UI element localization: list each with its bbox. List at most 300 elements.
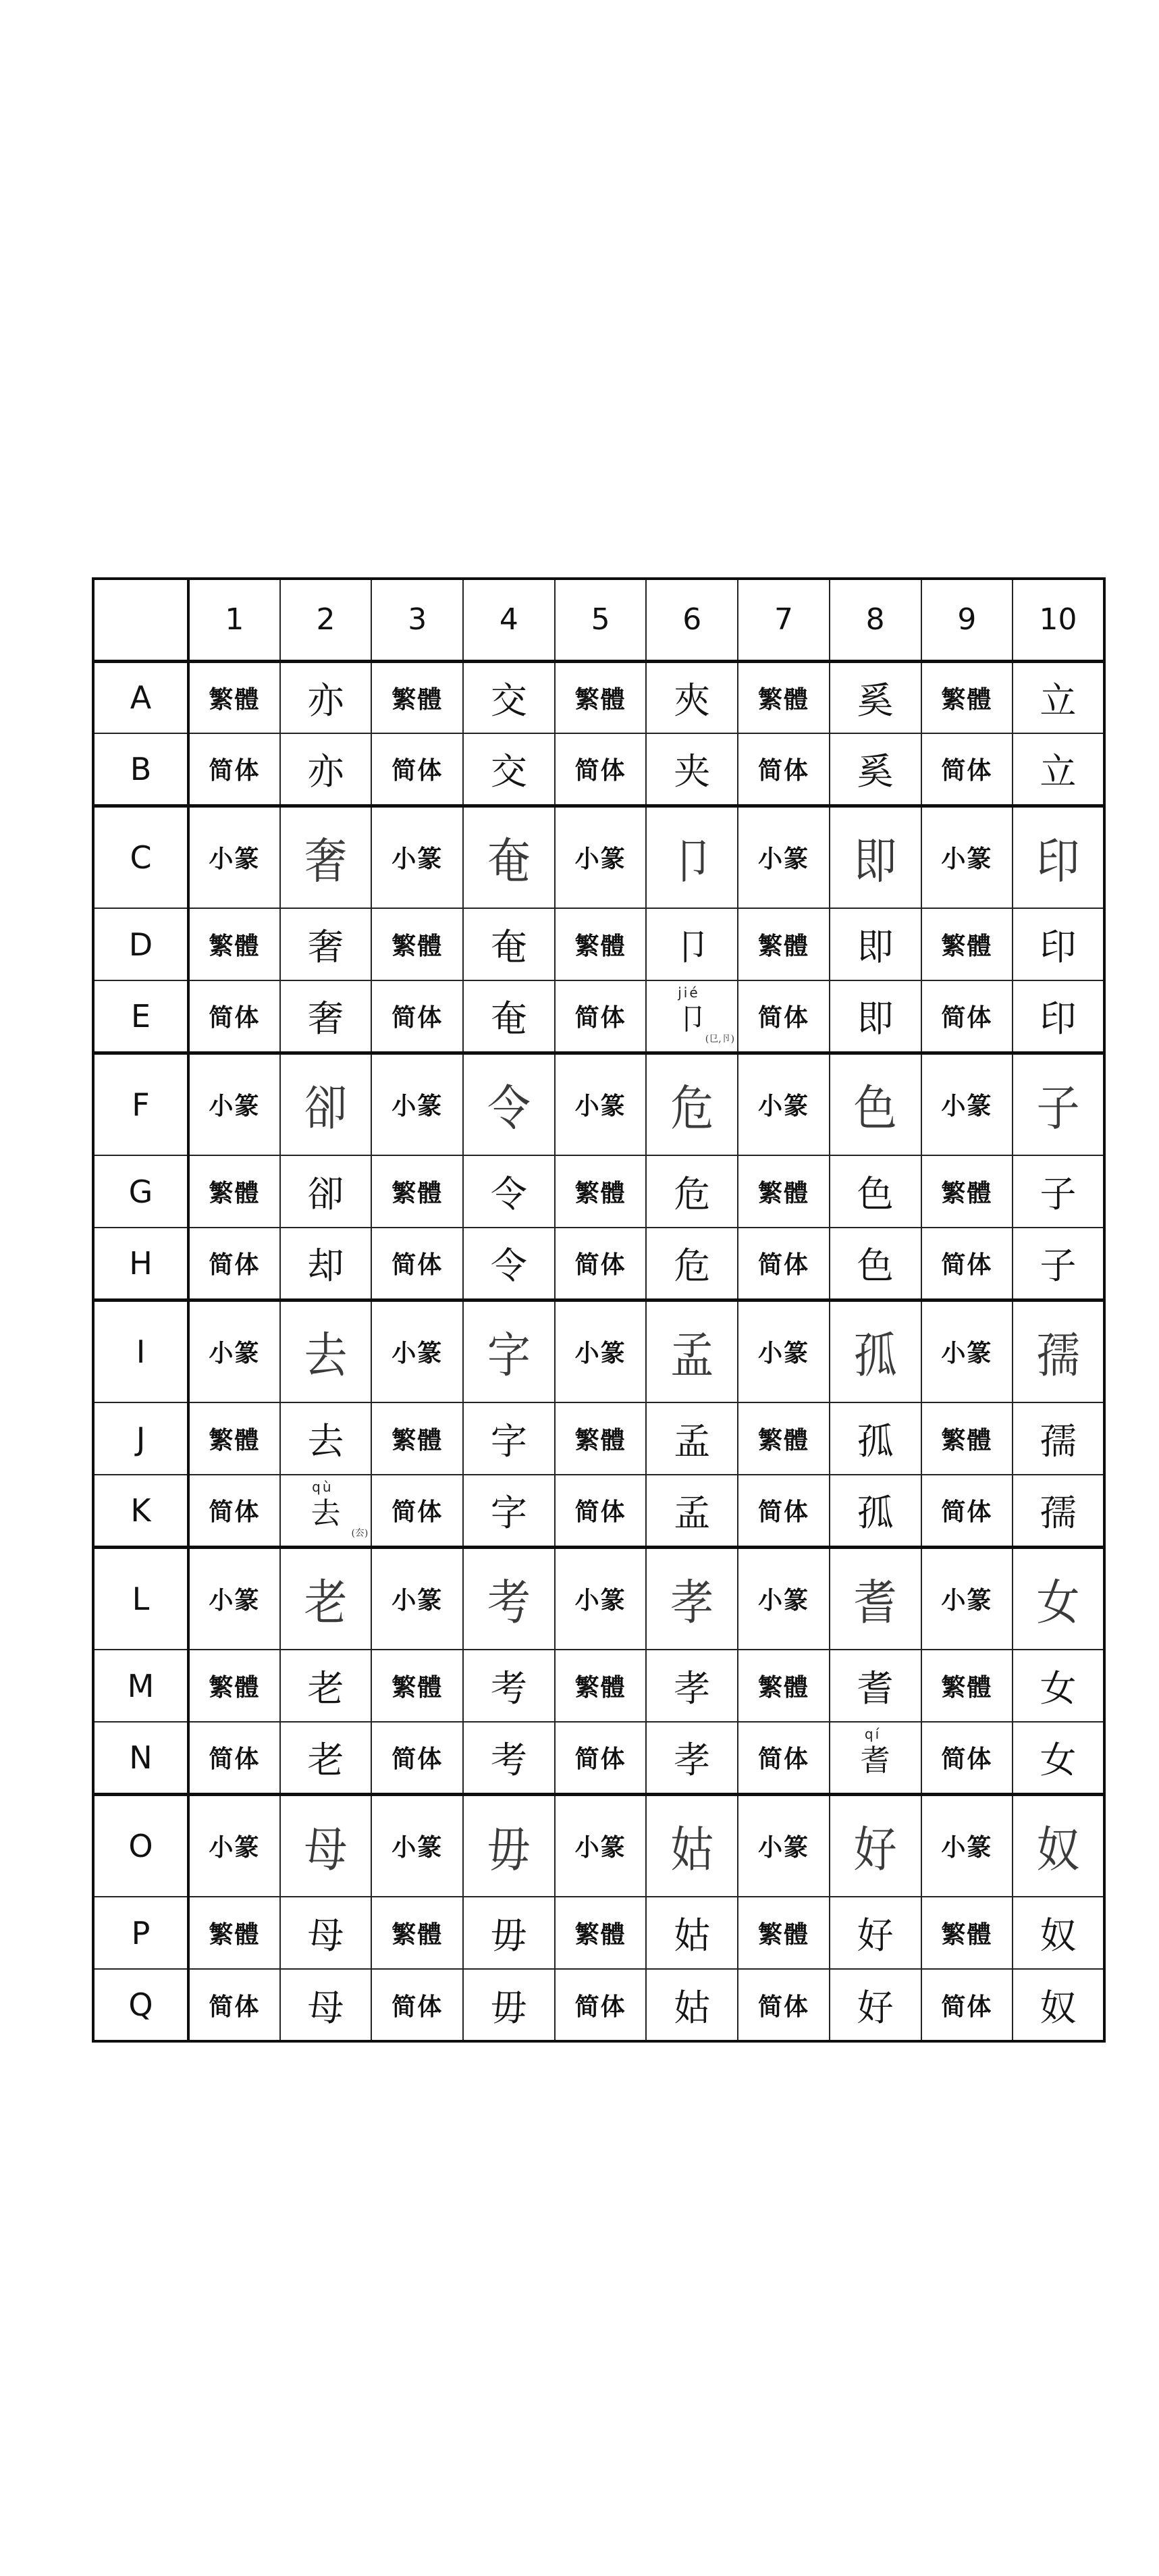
script-type-cell (921, 1547, 1013, 1650)
column-header-3 (371, 579, 463, 661)
hanzi-character: 卩 (677, 1001, 707, 1036)
row-label-Q (93, 1969, 188, 2041)
script-type-cell (921, 908, 1013, 980)
script-type-cell (188, 1475, 280, 1547)
script-type-cell (371, 1897, 463, 1969)
script-type-label: 繁體 (941, 1920, 993, 1949)
hanzi-character: 奴 (1040, 1986, 1077, 2029)
script-type-cell (738, 1897, 830, 1969)
row-label-P (93, 1897, 188, 1969)
column-header-4 (463, 579, 555, 661)
seal-character-cell (830, 1300, 921, 1402)
row-letter: C (130, 839, 152, 876)
hanzi-character: 毋 (490, 1914, 527, 1957)
seal-character-cell (646, 1300, 738, 1402)
row-label-F (93, 1053, 188, 1155)
character-cell (646, 908, 738, 980)
script-type-cell (188, 1897, 280, 1969)
script-type-label: 简体 (941, 1251, 993, 1280)
seal-character-cell (830, 1794, 921, 1897)
script-type-label: 繁體 (757, 932, 809, 960)
script-type-cell (188, 1402, 280, 1475)
character-cell (646, 980, 738, 1053)
hanzi-character: 夹 (674, 750, 711, 793)
character-cell (280, 733, 372, 806)
seal-character-cell (646, 806, 738, 908)
hanzi-character: 夾 (674, 679, 711, 722)
script-type-label: 小篆 (209, 1833, 261, 1862)
script-type-label: 小篆 (574, 1339, 626, 1368)
character-cell (1013, 1650, 1104, 1722)
character-cell (463, 661, 555, 733)
hanzi-character: 耆 (860, 1743, 890, 1778)
character-cell (1013, 908, 1104, 980)
script-type-cell (371, 806, 463, 908)
hanzi-character: 好 (857, 1914, 894, 1957)
row-letter: A (130, 679, 152, 716)
script-type-cell (555, 1794, 647, 1897)
script-type-cell (188, 806, 280, 908)
row-letter: H (129, 1244, 153, 1282)
table-row-K (93, 1475, 1104, 1547)
script-type-cell (371, 980, 463, 1053)
script-type-label: 小篆 (392, 1092, 443, 1121)
script-type-label: 简体 (757, 756, 809, 785)
seal-character-cell (1013, 1300, 1104, 1402)
script-type-label: 简体 (392, 756, 443, 785)
script-type-cell (371, 908, 463, 980)
hanzi-character: 孤 (857, 1420, 894, 1463)
script-type-label: 小篆 (574, 1092, 626, 1121)
hanzi-character: 交 (490, 750, 527, 793)
seal-script-glyph: 女 (1036, 1575, 1080, 1631)
column-number: 4 (499, 602, 518, 637)
script-type-cell (371, 1300, 463, 1402)
hanzi-character: 孝 (674, 1667, 711, 1710)
script-type-label: 简体 (574, 756, 626, 785)
script-type-label: 简体 (574, 1498, 626, 1527)
script-type-label: 繁體 (392, 932, 443, 960)
hanzi-character: 奄 (490, 926, 527, 968)
character-cell (830, 1650, 921, 1722)
table-row-O (93, 1794, 1104, 1897)
column-number: 1 (225, 602, 244, 637)
character-cell (280, 908, 372, 980)
hanzi-character: 孟 (674, 1492, 711, 1535)
script-type-cell (188, 1722, 280, 1794)
script-type-label: 繁體 (574, 1179, 626, 1207)
script-type-cell (555, 1155, 647, 1228)
hanzi-character: 考 (490, 1667, 527, 1710)
script-type-label: 简体 (392, 1003, 443, 1032)
hanzi-character: 奴 (1040, 1914, 1077, 1957)
script-type-label: 小篆 (941, 1833, 993, 1862)
character-cell (1013, 1155, 1104, 1228)
script-type-label: 简体 (574, 1992, 626, 2021)
character-cell (463, 1650, 555, 1722)
hanzi-character: 字 (490, 1420, 527, 1463)
script-type-label: 小篆 (392, 1833, 443, 1862)
script-type-label: 繁體 (574, 1673, 626, 1702)
seal-script-glyph: 母 (304, 1822, 348, 1878)
row-letter: E (130, 997, 151, 1034)
character-cell (830, 1722, 921, 1794)
character-cell (646, 1228, 738, 1300)
script-type-cell (371, 1475, 463, 1547)
script-type-cell (371, 1402, 463, 1475)
column-header-10 (1013, 579, 1104, 661)
seal-character-cell (830, 1547, 921, 1650)
seal-character-cell (1013, 1547, 1104, 1650)
character-script-comparison-table (92, 577, 1106, 2043)
hanzi-character: 母 (307, 1914, 344, 1957)
character-cell (463, 980, 555, 1053)
script-type-cell (738, 1794, 830, 1897)
character-cell (1013, 980, 1104, 1053)
seal-character-cell (1013, 806, 1104, 908)
script-type-cell (188, 1300, 280, 1402)
script-type-label: 小篆 (757, 1833, 809, 1862)
script-type-label: 简体 (757, 1745, 809, 1774)
script-type-label: 繁體 (392, 1179, 443, 1207)
row-label-G (93, 1155, 188, 1228)
seal-script-glyph: 卻 (304, 1081, 348, 1137)
character-cell (1013, 1722, 1104, 1794)
script-type-label: 繁體 (392, 685, 443, 714)
hanzi-character: 孤 (857, 1492, 894, 1535)
script-type-label: 简体 (209, 756, 261, 785)
character-cell (463, 1402, 555, 1475)
hanzi-character: 去 (311, 1496, 341, 1531)
character-cell (1013, 733, 1104, 806)
script-type-label: 繁體 (757, 1426, 809, 1454)
script-type-cell (921, 1969, 1013, 2041)
script-type-cell (738, 1300, 830, 1402)
table-row-M (93, 1650, 1104, 1722)
script-type-cell (555, 1053, 647, 1155)
column-number: 2 (316, 602, 335, 637)
character-cell (646, 733, 738, 806)
hanzi-character: 奚 (857, 750, 894, 793)
hanzi-character: 奄 (490, 997, 527, 1041)
seal-character-cell (646, 1794, 738, 1897)
script-type-label: 小篆 (757, 845, 809, 874)
seal-script-glyph: 考 (487, 1575, 531, 1631)
character-cell (646, 1969, 738, 2041)
pinyin-annotation: qí (864, 1726, 882, 1742)
hanzi-character: 令 (490, 1244, 527, 1288)
character-cell (463, 1897, 555, 1969)
hanzi-character: 老 (307, 1667, 344, 1710)
character-cell (280, 1475, 372, 1547)
hanzi-character: 亦 (307, 679, 344, 722)
hanzi-character: 色 (857, 1244, 894, 1288)
hanzi-character: 立 (1040, 750, 1077, 793)
script-type-cell (188, 661, 280, 733)
column-number: 10 (1039, 602, 1077, 637)
character-cell (830, 980, 921, 1053)
hanzi-character: 子 (1040, 1244, 1077, 1288)
script-type-cell (371, 1650, 463, 1722)
script-type-label: 小篆 (574, 845, 626, 874)
hanzi-character: 奢 (307, 997, 344, 1041)
script-type-cell (555, 908, 647, 980)
script-type-cell (555, 980, 647, 1053)
table-row-E (93, 980, 1104, 1053)
character-cell (830, 1228, 921, 1300)
script-type-cell (371, 1547, 463, 1650)
hanzi-character: 姑 (674, 1914, 711, 1957)
column-header-9 (921, 579, 1013, 661)
character-cell (646, 1475, 738, 1547)
hanzi-character: 耆 (857, 1667, 894, 1710)
character-cell (830, 1969, 921, 2041)
script-type-cell (738, 908, 830, 980)
character-cell (830, 908, 921, 980)
table-row-D (93, 908, 1104, 980)
column-header-7 (738, 579, 830, 661)
character-cell (1013, 1897, 1104, 1969)
script-type-label: 繁體 (574, 932, 626, 960)
script-type-label: 繁體 (941, 1426, 993, 1454)
script-type-label: 小篆 (757, 1092, 809, 1121)
script-type-label: 小篆 (941, 845, 993, 874)
script-type-cell (921, 1722, 1013, 1794)
character-cell (463, 1475, 555, 1547)
script-type-label: 繁體 (209, 1673, 261, 1702)
variant-note: (厺) (351, 1527, 369, 1539)
script-type-cell (188, 908, 280, 980)
script-type-cell (738, 733, 830, 806)
hanzi-character: 好 (857, 1986, 894, 2029)
script-type-label: 繁體 (574, 1426, 626, 1454)
pinyin-annotation: jié (678, 984, 700, 1001)
script-type-label: 简体 (574, 1003, 626, 1032)
script-type-cell (921, 1300, 1013, 1402)
script-type-cell (555, 661, 647, 733)
character-cell (280, 661, 372, 733)
script-type-cell (738, 1228, 830, 1300)
seal-script-glyph: 好 (853, 1822, 897, 1878)
column-number: 9 (957, 602, 977, 637)
corner-cell (93, 579, 188, 661)
script-type-cell (188, 1053, 280, 1155)
script-type-cell (738, 1475, 830, 1547)
script-type-label: 简体 (209, 1003, 261, 1032)
character-cell (646, 1897, 738, 1969)
script-type-label: 繁體 (392, 1426, 443, 1454)
seal-script-glyph: 孝 (670, 1575, 714, 1631)
table-row-C (93, 806, 1104, 908)
hanzi-character: 立 (1040, 679, 1077, 722)
seal-character-cell (1013, 1794, 1104, 1897)
row-label-H (93, 1228, 188, 1300)
script-type-cell (555, 1969, 647, 2041)
script-type-cell (738, 806, 830, 908)
character-cell (646, 1402, 738, 1475)
character-cell (1013, 1969, 1104, 2041)
hanzi-character: 奢 (307, 926, 344, 968)
script-type-cell (371, 1794, 463, 1897)
column-number: 3 (408, 602, 427, 637)
seal-character-cell (830, 806, 921, 908)
seal-character-cell (830, 1053, 921, 1155)
row-letter: O (128, 1827, 153, 1864)
script-type-label: 小篆 (574, 1586, 626, 1615)
row-letter: Q (128, 1987, 153, 2023)
script-type-cell (555, 1475, 647, 1547)
script-type-label: 繁體 (574, 685, 626, 714)
script-type-label: 小篆 (757, 1339, 809, 1368)
table-body (93, 661, 1104, 2041)
character-cell (463, 1722, 555, 1794)
script-type-cell (555, 1228, 647, 1300)
script-type-cell (921, 1897, 1013, 1969)
seal-script-glyph: 奢 (304, 834, 348, 890)
seal-script-glyph: 卩 (670, 834, 714, 890)
script-type-cell (188, 1228, 280, 1300)
character-cell (830, 661, 921, 733)
script-type-cell (738, 1402, 830, 1475)
script-type-label: 简体 (757, 1251, 809, 1280)
script-type-label: 繁體 (941, 1179, 993, 1207)
seal-character-cell (280, 1300, 372, 1402)
script-type-cell (738, 1969, 830, 2041)
hanzi-character: 危 (674, 1244, 711, 1288)
script-type-cell (555, 1547, 647, 1650)
column-number: 8 (865, 602, 885, 637)
character-cell (646, 661, 738, 733)
script-type-label: 繁體 (941, 1673, 993, 1702)
script-type-label: 小篆 (209, 845, 261, 874)
script-type-label: 简体 (941, 1745, 993, 1774)
hanzi-character: 即 (857, 997, 894, 1041)
table-head (93, 579, 1104, 661)
script-type-label: 小篆 (941, 1586, 993, 1615)
script-type-cell (921, 1475, 1013, 1547)
script-type-label: 繁體 (941, 685, 993, 714)
script-type-label: 小篆 (941, 1339, 993, 1368)
row-label-I (93, 1300, 188, 1402)
script-type-cell (738, 1053, 830, 1155)
character-cell (1013, 1475, 1104, 1547)
column-header-6 (646, 579, 738, 661)
table-row-P (93, 1897, 1104, 1969)
character-cell (646, 1650, 738, 1722)
seal-character-cell (646, 1053, 738, 1155)
hanzi-character: 子 (1040, 1173, 1077, 1215)
script-type-cell (555, 1650, 647, 1722)
row-letter: N (129, 1739, 153, 1776)
script-type-label: 简体 (574, 1745, 626, 1774)
column-header-2 (280, 579, 372, 661)
hanzi-character: 令 (490, 1173, 527, 1215)
script-type-cell (188, 1547, 280, 1650)
seal-script-glyph: 即 (853, 834, 897, 890)
row-label-B (93, 733, 188, 806)
table-row-B (93, 733, 1104, 806)
column-number: 6 (682, 602, 702, 637)
script-type-label: 简体 (941, 1498, 993, 1527)
script-type-label: 简体 (209, 1498, 261, 1527)
script-type-label: 小篆 (392, 1586, 443, 1615)
script-type-cell (188, 1969, 280, 2041)
table-row-L (93, 1547, 1104, 1650)
hanzi-character: 女 (1040, 1667, 1077, 1710)
row-letter: D (128, 926, 153, 963)
script-type-cell (921, 1053, 1013, 1155)
script-type-cell (371, 661, 463, 733)
script-type-label: 简体 (209, 1251, 261, 1280)
character-cell (1013, 661, 1104, 733)
script-type-label: 小篆 (392, 845, 443, 874)
script-type-label: 繁體 (941, 932, 993, 960)
character-cell (280, 980, 372, 1053)
script-type-label: 小篆 (574, 1833, 626, 1862)
seal-script-glyph: 子 (1036, 1081, 1080, 1137)
table-row-H (93, 1228, 1104, 1300)
hanzi-character: 即 (857, 926, 894, 968)
row-letter: K (130, 1492, 151, 1529)
script-type-cell (555, 1722, 647, 1794)
script-type-cell (921, 733, 1013, 806)
script-type-cell (738, 1547, 830, 1650)
script-type-label: 简体 (941, 756, 993, 785)
script-type-cell (188, 733, 280, 806)
script-type-cell (921, 1402, 1013, 1475)
row-label-M (93, 1650, 188, 1722)
script-type-label: 简体 (209, 1992, 261, 2021)
column-number: 5 (591, 602, 610, 637)
seal-character-cell (280, 1547, 372, 1650)
hanzi-character: 奚 (857, 679, 894, 722)
hanzi-character: 卩 (674, 926, 711, 968)
seal-character-cell (463, 1053, 555, 1155)
row-label-O (93, 1794, 188, 1897)
row-letter: F (132, 1086, 150, 1123)
script-type-cell (921, 1155, 1013, 1228)
seal-script-glyph: 令 (487, 1081, 531, 1137)
character-cell (1013, 1228, 1104, 1300)
script-type-cell (371, 1053, 463, 1155)
table-row-A (93, 661, 1104, 733)
script-type-label: 繁體 (392, 1673, 443, 1702)
hanzi-character: 印 (1040, 926, 1077, 968)
script-type-cell (921, 661, 1013, 733)
script-type-label: 简体 (392, 1992, 443, 2021)
script-type-cell (921, 1228, 1013, 1300)
script-type-label: 简体 (757, 1992, 809, 2021)
script-type-label: 简体 (757, 1498, 809, 1527)
table-row-Q (93, 1969, 1104, 2041)
row-label-E (93, 980, 188, 1053)
script-type-label: 简体 (392, 1745, 443, 1774)
character-cell (280, 1897, 372, 1969)
row-letter: L (132, 1580, 150, 1617)
hanzi-character: 母 (307, 1986, 344, 2029)
script-type-label: 小篆 (209, 1586, 261, 1615)
hanzi-character: 亦 (307, 750, 344, 793)
variant-note: (㔾,卪) (705, 1033, 735, 1045)
script-type-label: 简体 (392, 1251, 443, 1280)
row-label-K (93, 1475, 188, 1547)
seal-character-cell (463, 1300, 555, 1402)
script-type-cell (371, 733, 463, 806)
seal-script-glyph: 奄 (487, 834, 531, 890)
script-type-cell (188, 1794, 280, 1897)
seal-script-glyph: 奴 (1036, 1822, 1080, 1878)
script-type-cell (555, 1897, 647, 1969)
